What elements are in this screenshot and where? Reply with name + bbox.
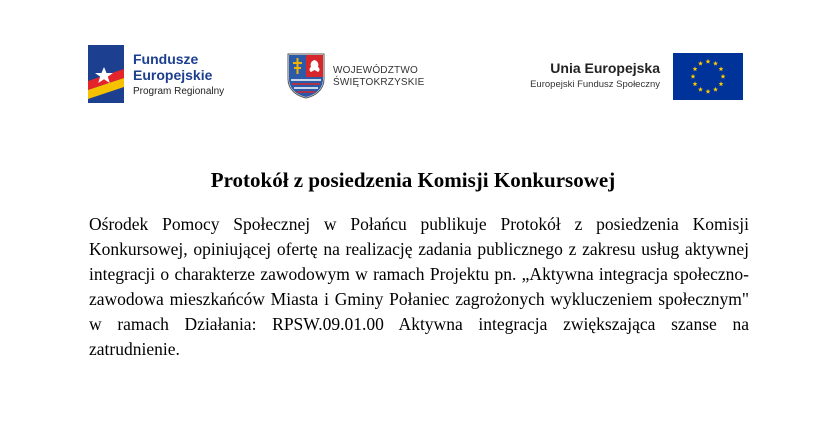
fundusze-europejskie-text	[133, 51, 224, 100]
wojewodztwo-line2: ŚWIĘTOKRZYSKIE	[333, 77, 425, 88]
unia-europejska-name: Unia Europejska	[550, 60, 660, 76]
document-body: Ośrodek Pomocy Społecznej w Połańcu publikuje Protokół z posiedzenia Komisji Konkursowej, opiniującej ofertę na realizację zadania publicznego z zakresu usług aktywnej integracji o charakterze zawodowym w ramach Projektu pn. „Aktywna integracja społeczno-zawodowa mieszkańców Miasta i Gminy Połaniec zagrożonych wykluczeniem społecznym" w ramach Działania: RPSW.09.01.00 Aktywna integracja zwiększająca szanse na zatrudnienie.	[89, 214, 749, 359]
logo-bar	[0, 0, 826, 110]
fundusze-europejskie-logo	[88, 45, 248, 103]
fundusze-name-line1: Fundusze	[133, 51, 199, 67]
wojewodztwo-swietokrzyskie-logo	[287, 53, 437, 99]
document-title: Protokół z posiedzenia Komisji Konkursowej	[210, 168, 616, 192]
wojewodztwo-text	[333, 65, 425, 89]
coat-of-arms-icon	[287, 53, 325, 99]
fundusze-europejskie-mark-icon	[88, 45, 124, 103]
wojewodztwo-line1: WOJEWÓDZTWO	[333, 65, 418, 76]
unia-europejska-text	[530, 60, 660, 92]
eu-flag-icon	[673, 53, 743, 100]
fundusze-subtitle: Program Regionalny	[133, 86, 225, 97]
fundusze-name-line2: Europejskie	[133, 67, 213, 83]
unia-europejska-subtitle: Europejski Fundusz Społeczny	[530, 79, 660, 90]
